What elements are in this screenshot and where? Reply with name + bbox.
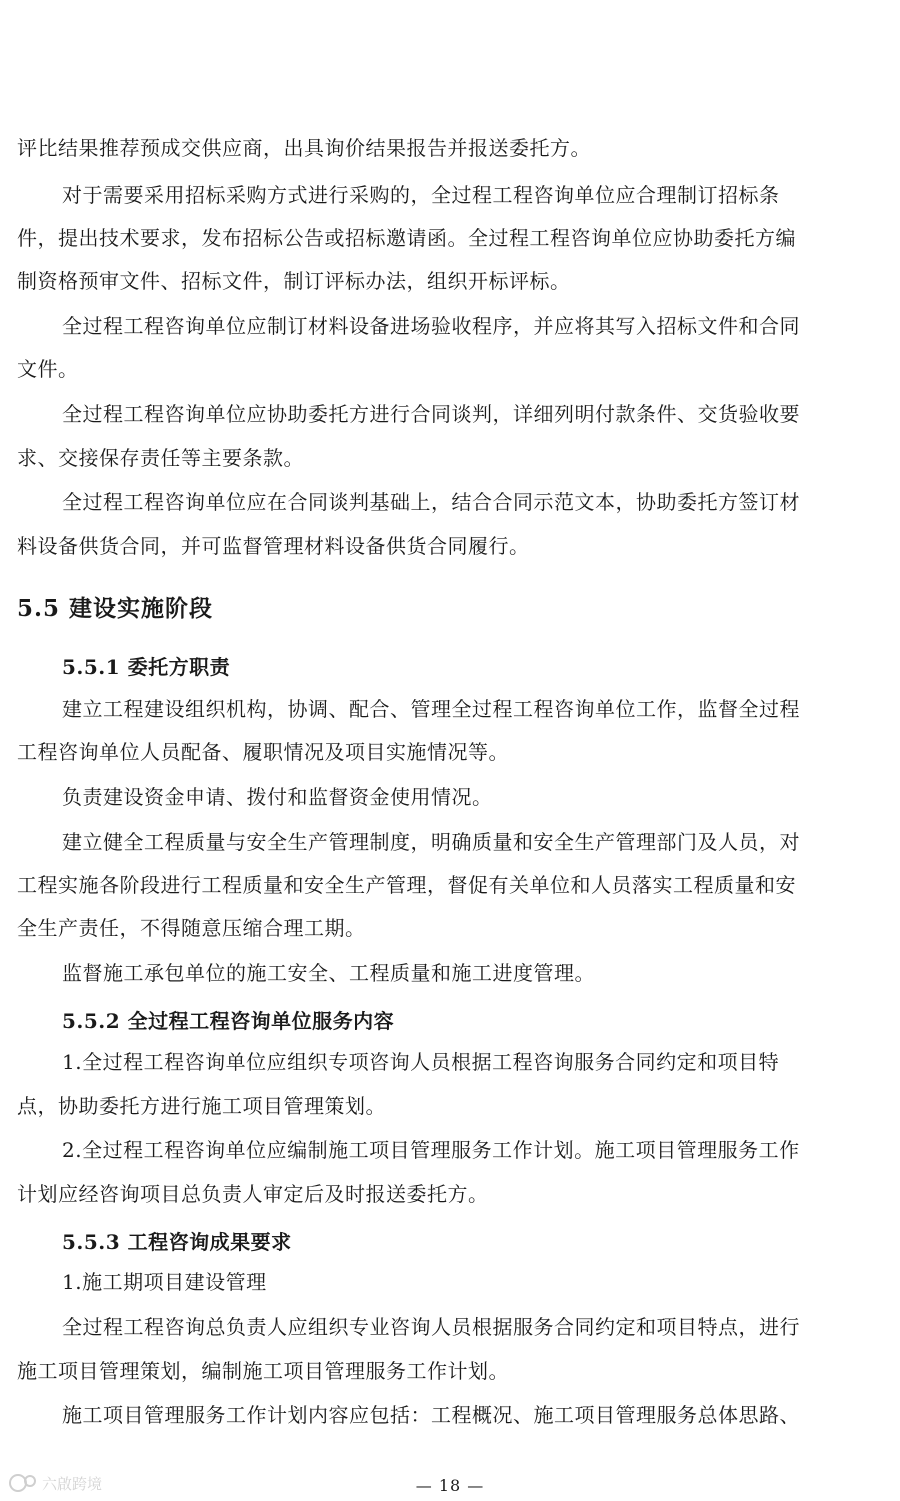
paragraph-line: 评比结果推荐预成交供应商，出具询价结果报告并报送委托方。 (17, 136, 591, 160)
subsection-heading: 5.5.2 全过程工程咨询单位服务内容 (62, 1009, 395, 1033)
paragraph-line: 施工项目管理服务工作计划内容应包括：工程概况、施工项目管理服务总体思路、 (62, 1403, 800, 1427)
paragraph-line: 1.全过程工程咨询单位应组织专项咨询人员根据工程咨询服务合同约定和项目特 (62, 1050, 780, 1074)
paragraph-line: 文件。 (17, 357, 79, 381)
paragraph-line: 计划应经咨询项目总负责人审定后及时报送委托方。 (17, 1182, 489, 1206)
paragraph-line: 点，协助委托方进行施工项目管理策划。 (17, 1094, 386, 1118)
svg-text:六啟跨境: 六啟跨境 (42, 1475, 103, 1493)
paragraph-line: 负责建设资金申请、拨付和监督资金使用情况。 (62, 785, 493, 809)
paragraph-line: 2.全过程工程咨询单位应编制施工项目管理服务工作计划。施工项目管理服务工作 (62, 1138, 800, 1162)
paragraph-line: 料设备供货合同，并可监督管理材料设备供货合同履行。 (17, 534, 530, 558)
paragraph-line: 全过程工程咨询单位应协助委托方进行合同谈判，详细列明付款条件、交货验收要 (62, 402, 800, 426)
paragraph-line: 对于需要采用招标采购方式进行采购的，全过程工程咨询单位应合理制订招标条 (62, 183, 780, 207)
paragraph-line: 施工项目管理策划，编制施工项目管理服务工作计划。 (17, 1359, 509, 1383)
paragraph-line: 全过程工程咨询单位应制订材料设备进场验收程序，并应将其写入招标文件和合同 (62, 314, 800, 338)
watermark-logo (8, 1470, 138, 1496)
subsection-heading: 5.5.1 委托方职责 (62, 655, 231, 679)
page-number: — 18 — (415, 1476, 485, 1495)
paragraph-line: 工程咨询单位人员配备、履职情况及项目实施情况等。 (17, 740, 509, 764)
paragraph-line: 1.施工期项目建设管理 (62, 1270, 267, 1294)
paragraph-line: 制资格预审文件、招标文件，制订评标办法，组织开标评标。 (17, 269, 571, 293)
paragraph-line: 建立工程建设组织机构，协调、配合、管理全过程工程咨询单位工作，监督全过程 (62, 697, 800, 721)
paragraph-line: 全过程工程咨询单位应在合同谈判基础上，结合合同示范文本，协助委托方签订材 (62, 490, 800, 514)
paragraph-line: 监督施工承包单位的施工安全、工程质量和施工进度管理。 (62, 961, 595, 985)
paragraph-line: 件，提出技术要求，发布招标公告或招标邀请函。全过程工程咨询单位应协助委托方编 (17, 226, 796, 250)
paragraph-line: 求、交接保存责任等主要条款。 (17, 446, 304, 470)
subsection-heading: 5.5.3 工程咨询成果要求 (62, 1230, 292, 1254)
paragraph-line: 建立健全工程质量与安全生产管理制度，明确质量和安全生产管理部门及人员，对 (62, 830, 800, 854)
section-heading: 5.5 建设实施阶段 (17, 595, 214, 622)
paragraph-line: 全过程工程咨询总负责人应组织专业咨询人员根据服务合同约定和项目特点，进行 (62, 1315, 800, 1339)
paragraph-line: 工程实施各阶段进行工程质量和安全生产管理，督促有关单位和人员落实工程质量和安 (17, 873, 796, 897)
paragraph-line: 全生产责任，不得随意压缩合理工期。 (17, 916, 366, 940)
